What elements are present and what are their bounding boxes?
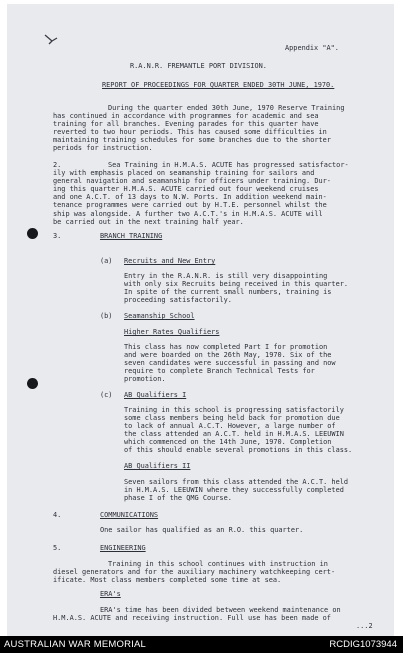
punch-hole-bottom (27, 378, 38, 389)
archive-footer (0, 636, 403, 653)
section-5-number: 5. (53, 544, 62, 552)
sub-a-title: Recruits and New Entry (124, 257, 216, 265)
era-text: ERA's time has been divided between weekend maintenance on H.M.A.S. ACUTE and receiving instruction. Full use has been made of (53, 606, 341, 623)
sub-a-text: Entry in the R.A.N.R. is still very disappointing with only six Recruits being received in this quarter. In spite of the current small numbers, training is proceeding satisfactorily. (124, 272, 349, 305)
ab-qualifiers-2-text: Seven sailors from this class attended the A.C.T. held in H.M.A.S. LEEUWIN where they successfully completed phase I of the QMG Course. (124, 478, 349, 503)
section-4-text: One sailor has qualified as an R.O. this quarter. (100, 526, 304, 534)
sub-c-title: AB Qualifiers I (124, 391, 187, 399)
sub-b-title: Seamanship School (124, 312, 195, 320)
section-3-number: 3. (53, 232, 62, 240)
unit-heading: R.A.N.R. FREMANTLE PORT DIVISION. (130, 62, 267, 70)
sub-a-label: (a) (100, 257, 113, 265)
paragraph-2-number: 2. (53, 161, 62, 169)
sub-c-label: (c) (100, 391, 113, 399)
section-4-title: COMMUNICATIONS (100, 511, 159, 519)
footer-institution: AUSTRALIAN WAR MEMORIAL (4, 639, 147, 650)
ab-qualifiers-2-title: AB Qualifiers II (124, 462, 191, 470)
sub-c-text: Training in this school is progressing satisfactorily some class members being held back for promotion due to lack of annual A.C.T. However, a large number of the class attended an A.C.T. held in H.M.A.S. LEEUWIN which commenced on the 14th June, 1970. Completion of this should enable several promotions in this class. (124, 406, 353, 455)
higher-rates-text: This class has now completed Part I for promotion and were boarded on the 26th May, 1970. Six of the seven candidates were successful in passing and now require to complete Branch Technical Tests for promotion. (124, 343, 336, 384)
paragraph-2: Sea Training in H.M.A.S. ACUTE has progressed satisfactor- ily with emphasis placed on seamanship training for sailors and general navigation and seamanship for officers under training. Dur- ing this quarter H.M.A.S. ACUTE carried out four weekend cruises and one A.C.T. of 13 days to N.W. Ports. In addition weekend main- tenance programmes were carried out by H.T.E. personnel whilst the ship was alongside. A further two A.C.T.'s in H.M.A.S. ACUTE will be carried out in the next training half year. (53, 161, 349, 226)
section-5-text: Training in this school continues with instruction in diesel generators and for the auxiliary machinery watchkeeping cert- ificate. Most class members completed some time at sea. (53, 560, 336, 585)
sub-b-label: (b) (100, 312, 113, 320)
continuation-marker: ...2 (356, 622, 373, 630)
higher-rates-title: Higher Rates Qualifiers (124, 328, 220, 336)
paragraph-1: During the quarter ended 30th June, 1970 Reserve Training has continued in accordance with programmes for academic and sea training for all branches. Evening parades for this quarter have reverted to two hour periods. This has caused some difficulties in maintaining training schedules for some branches due to the shorter periods for instruction. (53, 104, 345, 153)
section-4-number: 4. (53, 511, 62, 519)
era-title: ERA's (100, 590, 121, 598)
section-5-title: ENGINEERING (100, 544, 146, 552)
punch-hole-top (27, 228, 38, 239)
footer-record-id: RCDIG1073944 (329, 639, 397, 650)
appendix-label: Appendix "A". (285, 44, 339, 52)
section-3-title: BRANCH TRAINING (100, 232, 163, 240)
report-title: REPORT OF PROCEEDINGS FOR QUARTER ENDED 30TH JUNE, 1970. (102, 81, 335, 89)
ink-mark (43, 32, 59, 48)
document-page (7, 4, 394, 636)
